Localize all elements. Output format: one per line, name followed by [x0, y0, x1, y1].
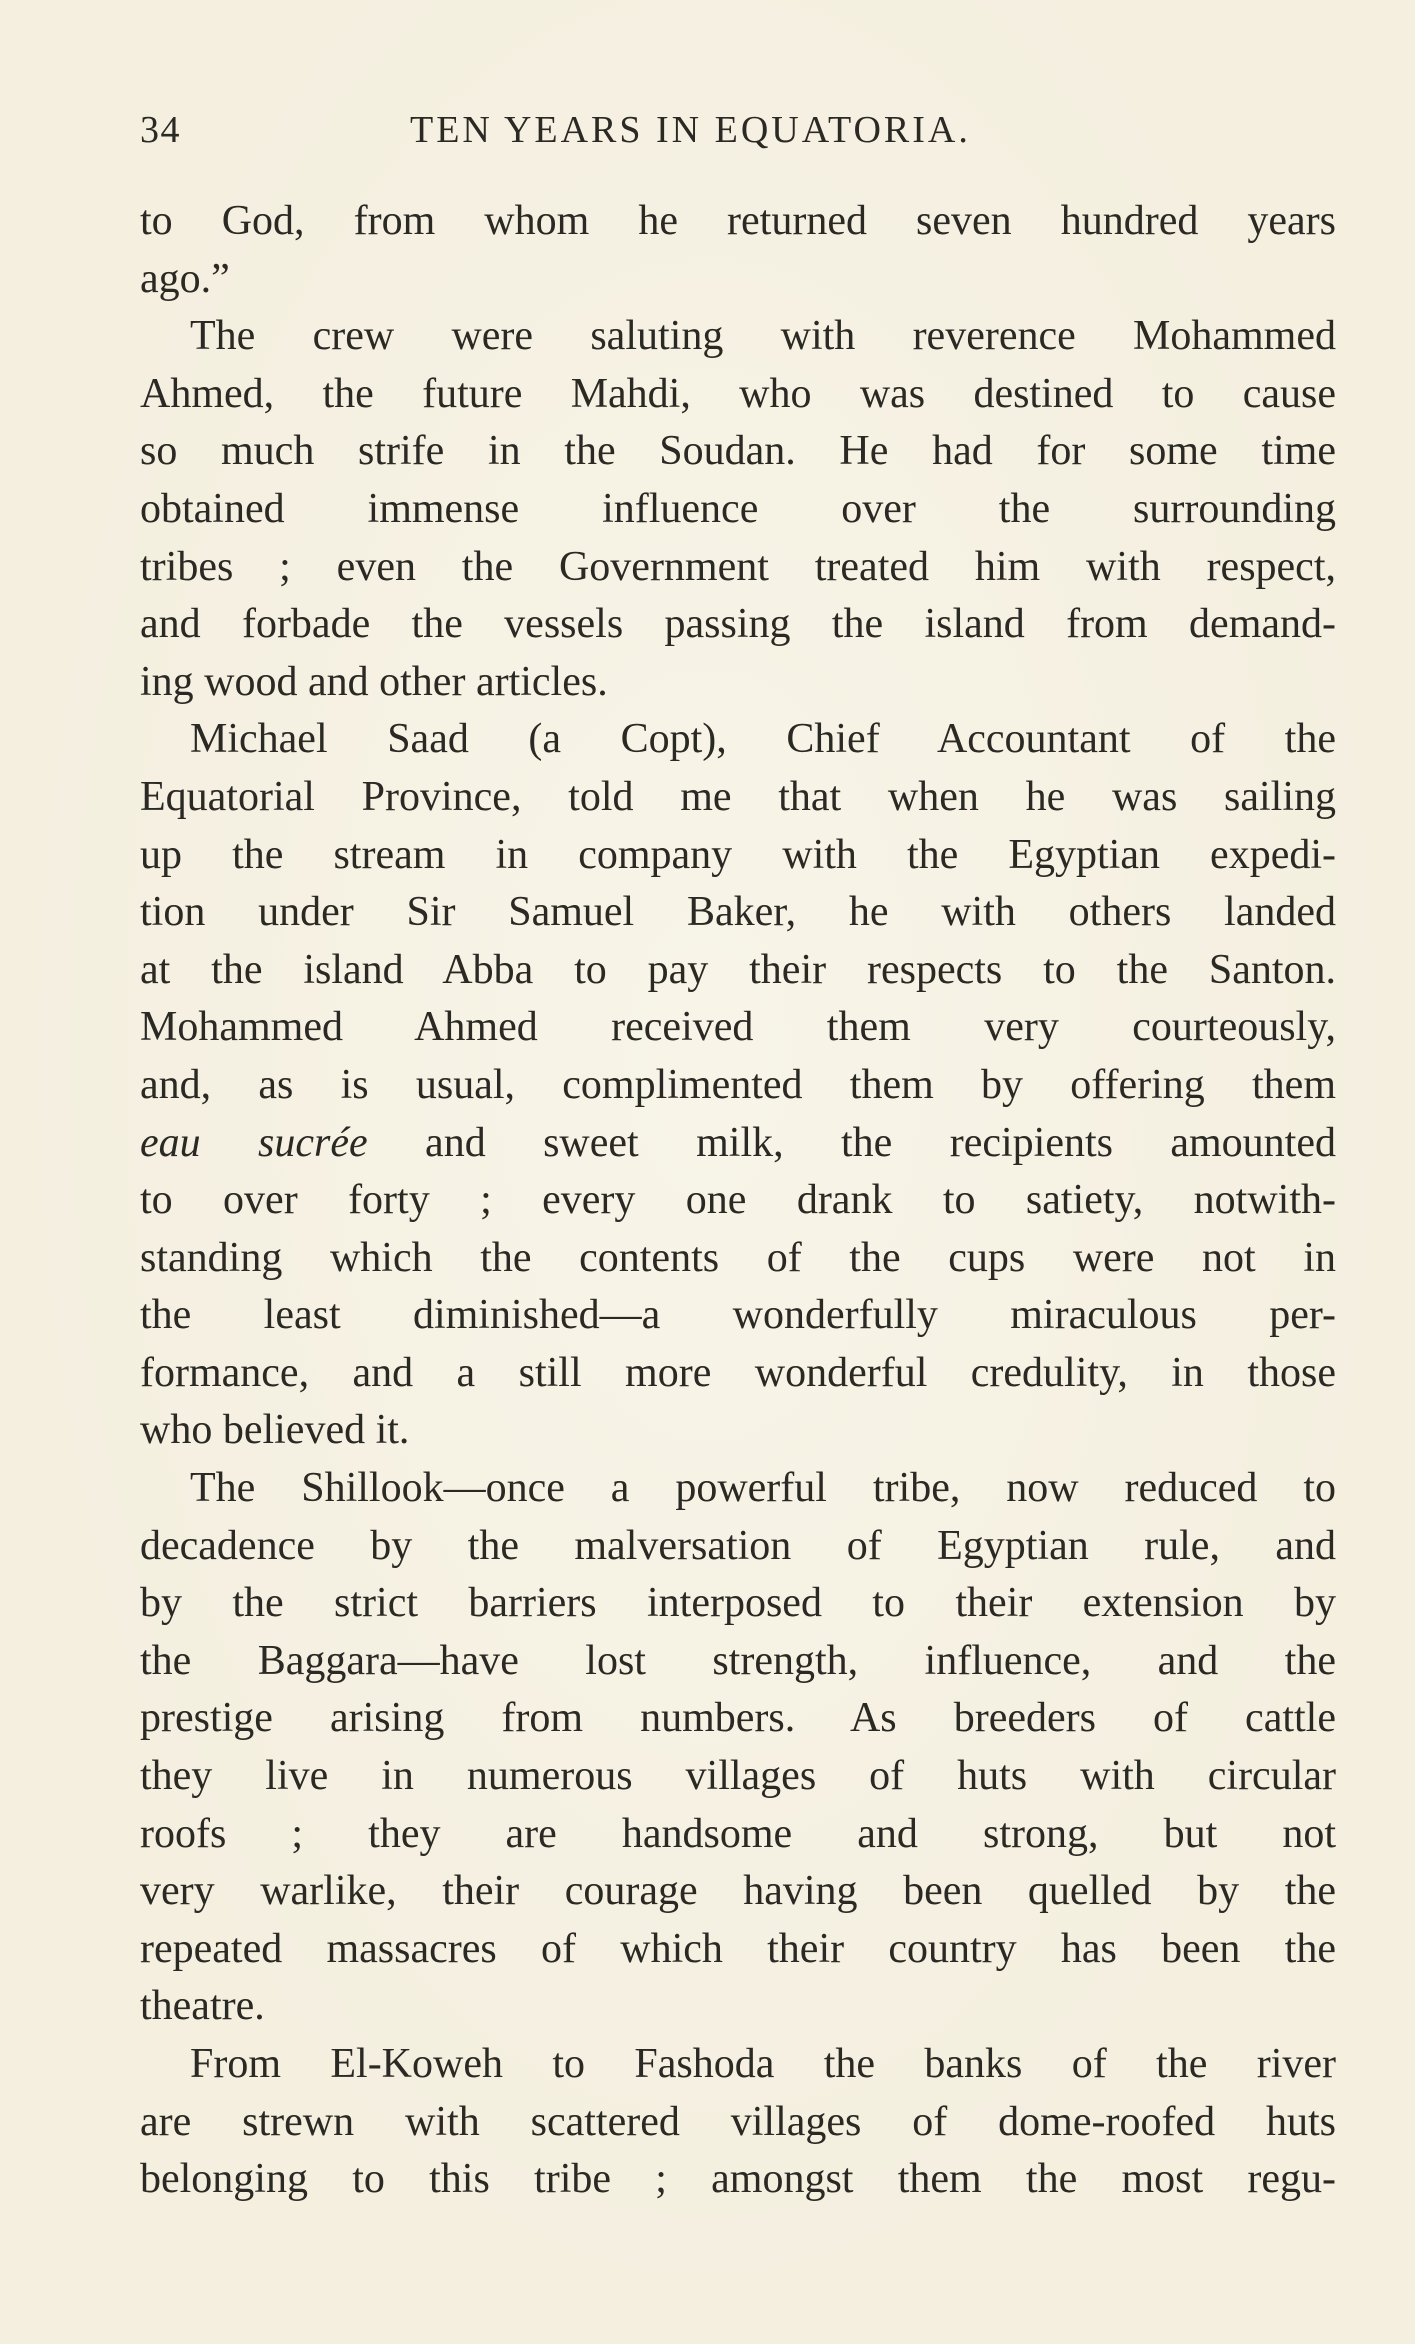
text-line: obtained immense influence over the surrounding: [140, 485, 1336, 532]
text-line: ago.”: [140, 255, 230, 302]
text-line: standing which the contents of the cups were not in: [140, 1234, 1336, 1281]
paragraph-first-line: The crew were saluting with reverence Mohammed: [190, 313, 1336, 360]
italic-phrase: eau sucrée: [140, 1119, 368, 1166]
text-line: belonging to this tribe ; amongst them the most regu-: [140, 2156, 1336, 2203]
text-line: who believed it.: [140, 1407, 410, 1454]
text-line: tion under Sir Samuel Baker, he with others landed: [140, 889, 1336, 936]
text-line: formance, and a still more wonderful credulity, in those: [140, 1349, 1336, 1396]
text-line: tribes ; even the Government treated him with respect,: [140, 543, 1336, 590]
text-line: and forbade the vessels passing the island from demand-: [140, 601, 1336, 648]
text-line: prestige arising from numbers. As breeders of cattle: [140, 1695, 1336, 1742]
text-line: so much strife in the Soudan. He had for some time: [140, 428, 1336, 475]
text-line: the least diminished—a wonderfully miraculous per-: [140, 1292, 1336, 1339]
paragraph-first-line: From El-Koweh to Fashoda the banks of the river: [190, 2041, 1336, 2087]
text-line: Ahmed, the future Mahdi, who was destined to cause: [140, 370, 1336, 417]
page-header: [140, 108, 1340, 158]
text-line: roofs ; they are handsome and strong, but not: [140, 1810, 1336, 1857]
line-remainder: and sweet milk, the recipients amounted: [367, 1119, 1336, 1166]
text-line: they live in numerous villages of huts with circular: [140, 1753, 1336, 1800]
text-line: repeated massacres of which their country has been the: [140, 1925, 1336, 1972]
text-line: theatre.: [140, 1983, 265, 2030]
text-line: Equatorial Province, told me that when he was sailing: [140, 773, 1336, 820]
text-line: ing wood and other articles.: [140, 658, 608, 705]
running-title: TEN YEARS IN EQUATORIA.: [410, 109, 971, 151]
text-line: the Baggara—have lost strength, influence, and the: [140, 1637, 1336, 1684]
paragraph-first-line: Michael Saad (a Copt), Chief Accountant of the: [190, 716, 1336, 763]
paragraph-first-line: The Shillook—once a powerful tribe, now reduced to: [190, 1465, 1336, 1512]
text-line: to God, from whom he returned seven hundred years: [140, 198, 1336, 244]
text-line: very warlike, their courage having been quelled by the: [140, 1868, 1336, 1915]
text-line: by the strict barriers interposed to their extension by: [140, 1580, 1336, 1627]
text-line: Mohammed Ahmed received them very courteously,: [140, 1004, 1336, 1051]
text-line: decadence by the malversation of Egyptian rule, and: [140, 1522, 1336, 1569]
text-line: at the island Abba to pay their respects to the Santon.: [140, 946, 1336, 993]
page-number: 34: [140, 109, 181, 151]
text-line: and, as is usual, complimented them by offering them: [140, 1061, 1336, 1108]
text-line: are strewn with scattered villages of dome-roofed huts: [140, 2098, 1336, 2145]
body-text: [140, 193, 1336, 2209]
text-line: up the stream in company with the Egyptian expedi-: [140, 831, 1336, 878]
text-line: to over forty ; every one drank to satiety, notwith-: [140, 1177, 1336, 1224]
text-line-with-italic: [140, 1115, 1336, 1173]
